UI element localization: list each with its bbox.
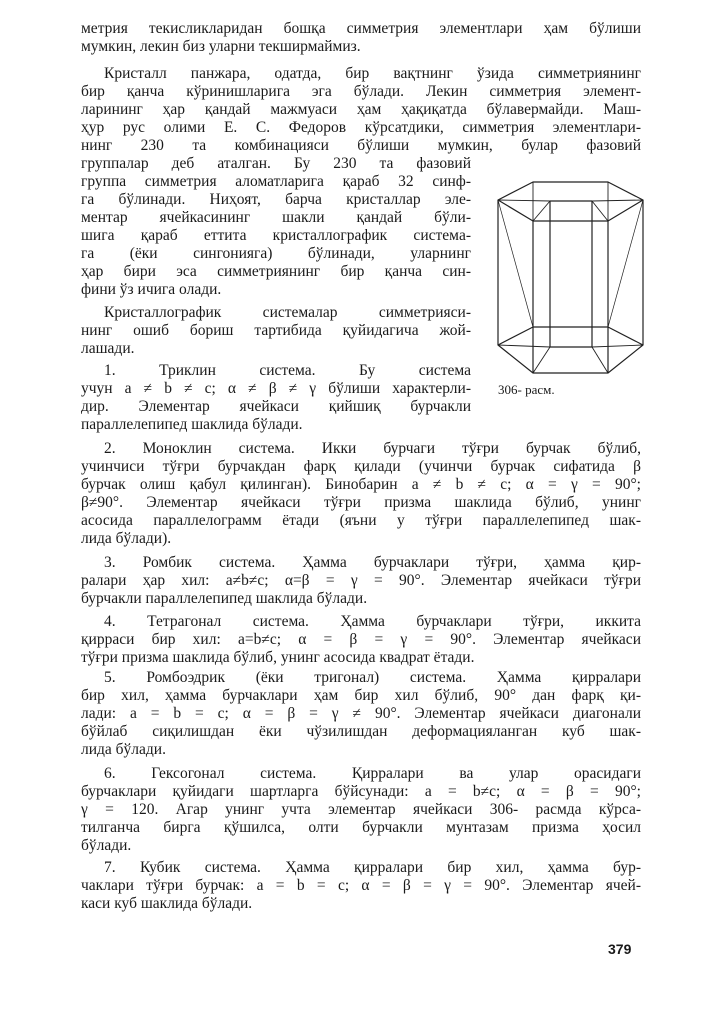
hexagonal-prism-figure xyxy=(488,175,650,387)
text-line: Кристалл панжара, одатда, бир вақтнинг ўзида симметриянинг xyxy=(104,65,641,82)
text-line: ралари ҳар хил: a≠b≠c; α=β = γ = 90°. Элементар ячейкаси тўғри xyxy=(81,572,641,589)
text-line: ментар ячейкасининг шакли қандай бўли- xyxy=(81,209,471,226)
text-line: ҳур рус олими Е. С. Федоров кўрсатдики, симметрия элементлари- xyxy=(81,119,641,136)
text-line: бир хил, ҳамма бурчаклари ҳам бир хил бўлиб, 90° дан фарқ қи- xyxy=(81,687,641,704)
text-line: γ = 120. Агар унинг учта элементар ячейкаси 306- расмда кўрса- xyxy=(81,801,641,818)
text-line: 3. Ромбик система. Ҳамма бурчаклари тўғри, ҳамма қир- xyxy=(104,554,641,571)
text-line: чаклари тўғри бурчак: a = b = c; α = β = γ = 90°. Элементар ячей- xyxy=(81,877,641,894)
text-line: бурчакли параллелепипед шаклида бўлади. xyxy=(81,590,368,607)
text-line: бўлади. xyxy=(81,837,132,854)
text-line: 1. Триклин система. Бу система xyxy=(104,362,471,379)
text-line: Кристаллографик системалар симметрияси- xyxy=(104,304,471,321)
text-line: га бўлинади. Ниҳоят, барча кристаллар эле- xyxy=(81,191,471,208)
text-line: группалар деб аталган. Бу 230 та фазовий xyxy=(81,155,471,172)
text-line: ларининг ҳар қандай мажмуаси ҳам ҳақиқатда бўлавермайди. Маш- xyxy=(81,101,641,118)
text-line: параллелепипед шаклида бўлади. xyxy=(81,416,303,433)
text-line: ҳар бири эса симметриянинг бир қанча син- xyxy=(81,263,471,280)
text-line: 7. Кубик система. Ҳамма қирралари бир хил, ҳамма бур- xyxy=(104,859,641,876)
bottom-hexagon xyxy=(498,327,643,373)
text-line: нинг ошиб бориш тартибида қуйидагича жой- xyxy=(81,322,471,339)
text-line: β≠90°. Элементар ячейкаси тўғри призма шаклида бўлиб, унинг xyxy=(81,494,641,511)
text-line: бўйлаб сиқилишдан ёки чўзилишдан деформацияланган куб шак- xyxy=(81,723,641,740)
text-line: мумкин, лекин биз уларни текширмаймиз. xyxy=(81,38,361,55)
text-line: асосида параллелограмм ётади (яъни у тўғри параллелепипед шак- xyxy=(81,512,641,529)
text-line: қирраси бир хил: a=b≠c; α = β = γ = 90°. Элементар ячейкаси xyxy=(81,631,641,648)
text-line: группа симметрия аломатларига қараб 32 синф- xyxy=(81,173,471,190)
text-line: учинчиси тўғри бурчакдан фарқ қилади (учинчи бурчак сифатида β xyxy=(81,458,641,475)
text-line: 5. Ромбоэдрик (ёки тригонал) система. Ҳамма қирралари xyxy=(104,669,641,686)
text-line: тилганча бирга қўшилса, олти бурчакли мунтазам призма ҳосил xyxy=(81,819,641,836)
text-line: 4. Тетрагонал система. Ҳамма бурчаклари тўғри, иккита xyxy=(104,613,641,630)
text-line: га (ёки сингонияга) бўлинади, уларнинг xyxy=(81,245,471,262)
text-line: шига қараб еттита кристаллографик системa- xyxy=(81,227,471,244)
text-line: бир қанча кўринишларига эга бўлади. Лекин симметрия элемент- xyxy=(81,83,641,100)
text-line: фини ўз ичига олади. xyxy=(81,281,222,298)
text-line: лади: a = b = c; α = β = γ ≠ 90°. Элементар ячейкаси диагонали xyxy=(81,705,641,722)
text-line: тўғри призма шаклида бўлиб, унинг асосида квадрат ётади. xyxy=(81,649,475,666)
text-line: дир. Элементар ячейкаси қийшиқ бурчакли xyxy=(81,398,471,415)
page-number: 379 xyxy=(608,941,632,957)
figure-caption: 306- расм. xyxy=(498,382,555,397)
text-line: лида бўлади). xyxy=(81,530,172,547)
text-line: каси куб шаклида бўлади. xyxy=(81,895,253,912)
text-line: бурчаклари қуйидаги шартларга бўйсунади: a = b≠c; α = β = 90°; xyxy=(81,783,641,800)
text-line: лида бўлади. xyxy=(81,741,166,758)
text-line: 6. Гексогонал система. Қирралари ва улар орасидаги xyxy=(104,765,641,782)
text-line: метрия текисликларидан бошқа симметрия элементлари ҳам бўлиши xyxy=(81,20,641,37)
text-line: нинг 230 та комбинацияси бўлиши мумкин, булар фазовий xyxy=(81,137,641,154)
text-line: лашади. xyxy=(81,340,135,357)
text-line: бурчак олиш қабул қилинган). Бинобарин a ≠ b ≠ c; α = γ = 90°; xyxy=(81,476,641,493)
text-line: 2. Моноклин система. Икки бурчаги тўғри бурчак бўлиб, xyxy=(104,440,641,457)
text-line: учун a ≠ b ≠ c; α ≠ β ≠ γ бўлиши характерли- xyxy=(81,380,471,397)
